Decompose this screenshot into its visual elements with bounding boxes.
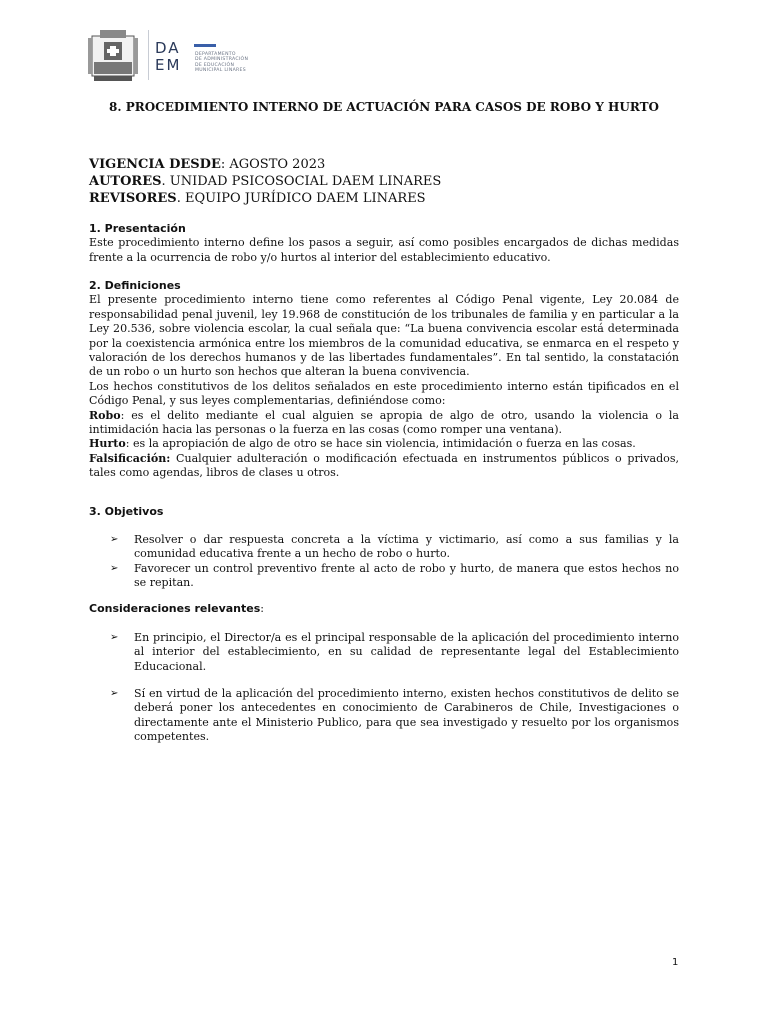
term-label: Falsificación: <box>89 451 171 465</box>
daem-subtitle: DEPARTAMENTO DE ADMINISTRACIÓN DE EDUCACIÓN MUNICIPAL LINARES <box>195 52 249 73</box>
paragraph: Los hechos constitutivos de los delitos señalados en este procedimiento interno están tipificados en el Código Penal, y sus leyes complementarias, definiéndose como: <box>89 379 679 408</box>
list-item: ➢ Resolver o dar respuesta concreta a la víctima y victimario, así como a sus familias y la comunidad educativa frente a un hecho de robo o hurto. <box>110 533 679 561</box>
meta-revisores <box>89 190 426 207</box>
meta-autores <box>89 173 441 190</box>
section-heading: Consideraciones relevantes <box>89 602 261 615</box>
objetivos-list <box>110 533 679 591</box>
paragraph: El presente procedimiento interno tiene como referentes al Código Penal vigente, Ley 20.084 de responsabilidad penal juvenil, ley 19.968 de constitución de los tribunales de familia y en particular a la Ley 20.536, sobre violencia escolar, la cual señala que: “La buena convivencia escolar está determinada por la coexistencia armónica entre los miembros de la comunidad educativa, se enmarca en el respeto y valoración de los derechos humanos y de las libertades fundamentales”. En tal sentido, la constatación de un robo o un hurto son hechos que alteran la buena convivencia. <box>89 293 679 379</box>
autores-value: . UNIDAD PSICOSOCIAL DAEM LINARES <box>161 174 442 189</box>
term-label: Robo <box>89 408 121 422</box>
meta-vigencia <box>89 156 325 173</box>
section-consideraciones-heading: Consideraciones relevantes: <box>89 602 265 615</box>
paragraph: Este procedimiento interno define los pasos a seguir, así como posibles encargados de dichas medidas frente a la ocurrencia de robo y/o hurtos al interior del establecimiento educativo. <box>89 236 679 264</box>
document-title: 8. PROCEDIMIENTO INTERNO DE ACTUACIÓN PARA CASOS DE ROBO Y HURTO <box>109 100 659 114</box>
consideraciones-list-2 <box>110 687 679 745</box>
municipal-crest-icon <box>88 28 138 82</box>
logo-divider <box>148 30 149 80</box>
daem-accent-bar <box>194 44 216 47</box>
definition-falsificacion: Falsificación: Cualquier adulteración o modificación efectuada en instrumentos públicos o privados, tales como agendas, libros de clases u otros. <box>89 451 679 480</box>
section-definiciones <box>89 279 679 481</box>
arrow-bullet-icon: ➢ <box>110 688 119 699</box>
vigencia-value: : AGOSTO 2023 <box>220 157 326 172</box>
list-item: ➢ En principio, el Director/a es el principal responsable de la aplicación del procedimiento interno al interior del establecimiento, en su calidad de representante legal del Establecimiento Educacional. <box>110 631 679 673</box>
header-logo <box>88 26 268 86</box>
arrow-bullet-icon: ➢ <box>110 534 119 545</box>
revisores-label: REVISORES <box>89 191 177 206</box>
term-label: Hurto <box>89 437 126 451</box>
section-heading: 2. Definiciones <box>89 279 181 292</box>
list-item: ➢ Sí en virtud de la aplicación del procedimiento interno, existen hechos constitutivos de delito se deberá poner los antecedentes en conocimiento de Carabineros de Chile, Investigaciones o directamente ante el Ministerio Publico, para que sea investigado y resuelto por los organismos competentes. <box>110 687 679 744</box>
arrow-bullet-icon: ➢ <box>110 632 119 643</box>
section-heading: 1. Presentación <box>89 222 186 235</box>
daem-wordmark: DA EM <box>155 39 182 74</box>
vigencia-label: VIGENCIA DESDE <box>89 157 221 172</box>
page-number: 1 <box>672 957 679 968</box>
section-presentacion <box>89 222 679 265</box>
arrow-bullet-icon: ➢ <box>110 562 119 574</box>
list-item: ➢ Favorecer un control preventivo frente al acto de robo y hurto, de manera que estos hechos no se repitan. <box>110 561 679 590</box>
section-objetivos-heading <box>89 505 679 519</box>
section-heading: 3. Objetivos <box>89 505 164 518</box>
autores-label: AUTORES <box>89 174 162 189</box>
revisores-value: . EQUIPO JURÍDICO DAEM LINARES <box>176 191 426 206</box>
consideraciones-list <box>110 631 679 674</box>
definition-robo: Robo: es el delito mediante el cual alguien se apropia de algo de otro, usando la violencia o la intimidación hacia las personas o la fuerza en las cosas (como romper una ventana). <box>89 408 679 437</box>
definition-hurto: Hurto: es la apropiación de algo de otro se hace sin violencia, intimidación o fuerza en las cosas. <box>89 437 636 451</box>
